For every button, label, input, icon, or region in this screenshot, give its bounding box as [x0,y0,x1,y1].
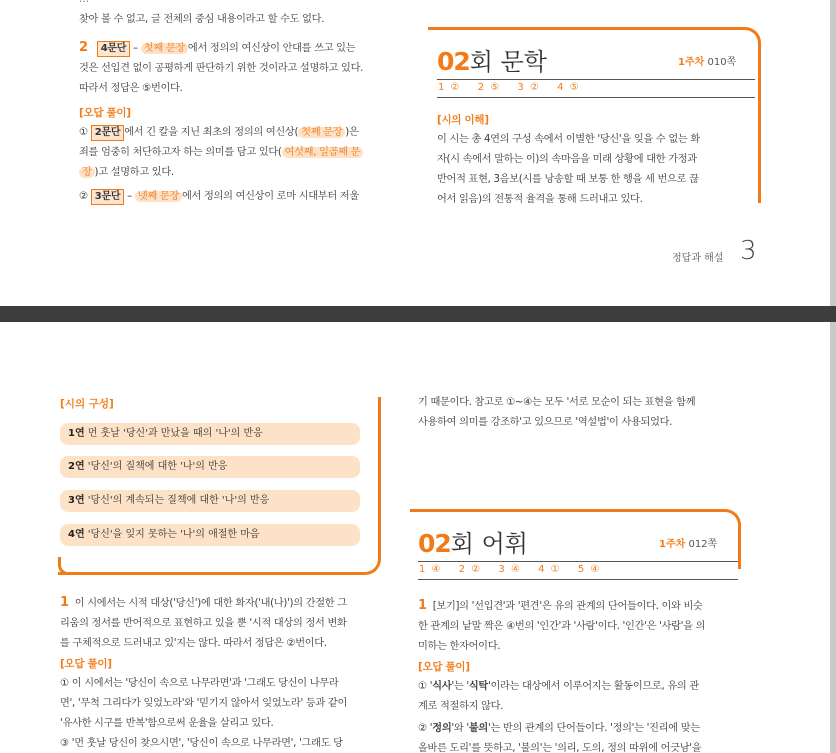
item-1 [418,596,748,617]
text: '와 ' [451,723,469,734]
text-line: 계로 적절하지 않다. [418,701,504,712]
paragraph-label: 3문단 [91,189,124,205]
text-line: 따라서 정답은 ⑤번이다. [79,83,183,94]
structure-item-2 [60,456,360,478]
bottom-page [0,322,836,753]
page-number: 3 [740,236,757,266]
answer: 2 ② [458,564,481,575]
text-line: ① 이 시에서는 '당신이 속으로 나무라면'과 '그래도 당신이 나무라 [60,678,339,689]
highlight: 넷째 문장 [135,191,182,202]
text-line: 리움의 정서를 반어적으로 표현하고 있을 뿐 '시적 대상의 정서 변화 [60,618,347,629]
top-page [0,0,836,306]
item-number: 1 [418,598,427,613]
text: 에서 긴 칼을 지닌 최초의 정의의 여신상( [124,127,299,138]
highlight: 여섯째, 일곱째 문 [282,147,364,158]
text-line: 반어적 표현, 3음보(시를 낭송할 때 보통 한 행을 세 번으로 끊 [437,174,699,185]
marker: ② [79,191,88,202]
text: )고 설명하고 있다. [94,167,174,178]
week-label: 1주차 [659,539,686,550]
bottom-right-body [418,596,748,753]
page-edge [830,322,836,753]
card-number: 02 [418,529,451,558]
wrong-2 [79,187,404,207]
text: 죄를 엄중히 처단하고자 하는 의미를 담고 있다( [79,147,282,158]
wrong-1 [79,123,404,143]
text-line [79,0,404,10]
answer: 3 ② [517,82,539,93]
text-line: 미하는 한자어이다. [418,641,501,652]
structure-item-4 [60,524,360,546]
answer: 1 ④ [419,564,441,575]
wrong-1 [418,677,748,697]
text-line: ③ '먼 훗날 당신이 찾으시면', '당신이 속으로 나무라면', '그래도 당 [60,738,343,749]
bottom-right-top [418,393,748,433]
answer-row [419,564,611,575]
week-info [659,535,717,550]
marker: ① [79,127,88,138]
keyword: 불의 [468,723,488,734]
stanza-text: '당신'의 질책에 대한 '나'의 반응 [84,461,228,472]
structure-title: [시의 구성] [60,398,114,410]
wrong-2 [418,719,748,739]
stanza-text: 먼 훗날 '당신'과 만났을 때의 '나'의 반응 [84,428,263,439]
section-title: [시의 이해] [437,114,489,126]
wrong-1-line3 [79,163,404,183]
card-divider [437,97,755,98]
keyword: 정의 [432,723,452,734]
text: '는 반의 관계의 단어들이다. '정의'는 '진리에 맞는 [487,723,700,734]
bottom-left-column [60,593,385,753]
text-line: 찾아 볼 수 없고, 글 전체의 중심 내용이라고 할 수도 없다. [79,14,325,25]
page-footer-label: 정답과 해설 [672,253,724,264]
text: 에서 정의의 여신상이 안대를 쓰고 있는 [187,43,356,54]
text: )은 [345,127,359,138]
wrong-answer-title: [오답 풀이] [418,661,470,673]
card-divider [418,561,738,562]
text-line: 면', '무척 그리다가 잊었노라'와 '믿기지 않아서 잊었노라' 등과 같이 [60,698,348,709]
keyword: 식사 [432,681,452,692]
card-title-text: 회 문학 [469,48,547,76]
text: 이 시에서는 시적 대상('당신')에 대한 화자('내(나)')의 간절한 그 [74,598,347,609]
card-divider [418,579,738,580]
text-line: 기 때문이다. 참고로 ①~④는 모두 '서로 모순이 되는 표현을 함께 [418,397,696,408]
wrong-answer-title: [오답 풀이] [60,658,112,670]
text-line: 것은 선입견 없이 공평하게 판단하기 위한 것이라고 설명하고 있다. [79,63,364,74]
wrong-answer-title: [오답 풀이] [79,107,131,119]
answer-row [438,82,591,93]
stanza-label: 1연 [68,428,85,439]
page-gap [0,306,836,322]
answer: 4 ⑤ [557,82,579,93]
text-line: 를 구체적으로 드러내고 있'지는 않다. 따라서 정답은 ②번이다. [60,638,327,649]
card-title [418,524,528,559]
stanza-label: 4연 [68,529,85,540]
text-line: 자(시 속에서 말하는 이)의 속마음을 미래 상황에 대한 가정과 [437,154,697,165]
highlight: 첫째 문장 [298,127,345,138]
card-number: 02 [437,47,470,76]
item-number: 2 [79,40,88,55]
structure-item-3 [60,490,360,512]
card-title [437,42,547,77]
dash: – [127,191,132,202]
text-line: '유사한 시구를 반복'함으로써 운율을 살리고 있다. [60,718,274,729]
item-number: 1 [60,595,69,610]
text-line: 사용하여 의미를 강조하'고 있으므로 '역설법'이 사용되었다. [418,417,673,428]
structure-item-1 [60,423,360,445]
week-page: 010쪽 [707,57,737,68]
dash: – [133,43,138,54]
text: '이라는 대상에서 이루어지는 활동이므로, 유의 관 [487,681,699,692]
stanza-label: 2연 [68,461,85,472]
answer: 3 ④ [498,564,520,575]
text: ① ' [418,681,433,692]
wrong-1-line2 [79,143,404,163]
item-1 [60,593,385,614]
paragraph-label: 2문단 [91,125,124,141]
stanza-text: '당신'의 계속되는 질책에 대한 '나'의 반응 [84,495,270,506]
text: ② ' [418,723,433,734]
keyword: 식탁 [468,681,488,692]
answer: 1 ② [438,82,460,93]
week-label: 1주차 [678,57,705,68]
poem-understanding [437,110,759,210]
stanza-label: 3연 [68,495,85,506]
card-divider [437,79,755,80]
text-line: 올바른 도리'를 뜻하고, '불의'는 '의리, 도의, 정의 따위에 어긋남'을 [418,743,702,753]
stanza-text: '당신'을 잊지 못하는 '나'의 애절한 마음 [84,529,260,540]
text: '는 ' [451,681,469,692]
text-line: 어서 읽음)의 전통적 율격을 통해 드러내고 있다. [437,194,643,205]
week-info [678,53,736,68]
highlight: 장 [79,167,95,178]
card-title-text: 회 어휘 [450,530,528,558]
item-2 [79,38,404,59]
text: [보기]의 '선입견'과 '편견'은 유의 관계의 단어들이다. 이와 비슷 [432,601,703,612]
text-line: 한 관계의 낱말 짝은 ④번의 '인간'과 '사람'이다. '인간'은 '사람'을 의 [418,621,706,632]
top-left-column [79,0,404,207]
highlight: 첫째 문장 [141,43,188,54]
answer: 4 ① [538,564,560,575]
answer: 5 ④ [577,564,600,575]
text: 에서 정의의 여신상이 로마 시대부터 저울 [182,191,359,202]
week-page: 012쪽 [688,539,718,550]
answer: 2 ⑤ [477,82,500,93]
text-line: 이 시는 총 4연의 구성 속에서 이별한 '당신'을 잊을 수 없는 화 [437,134,700,145]
page-edge [830,0,836,306]
paragraph-label: 4문단 [97,41,130,57]
